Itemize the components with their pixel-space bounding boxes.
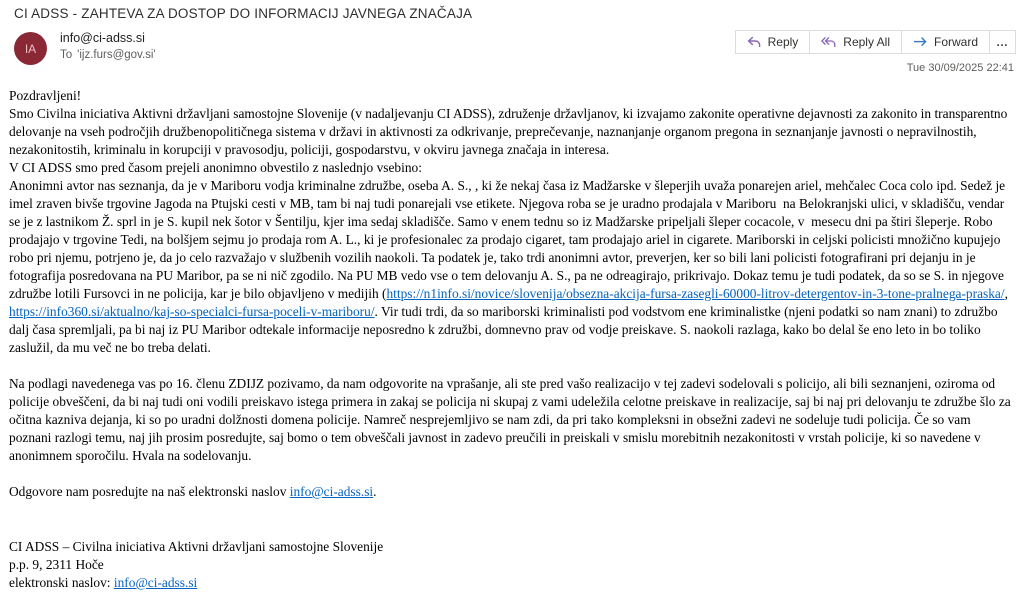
sender-address[interactable]: info@ci-adss.si [60, 31, 145, 45]
hyperlink[interactable]: info@ci-adss.si [289, 484, 374, 499]
message-actions [735, 30, 1016, 54]
body-paragraph: CI ADSS – Civilna iniciativa Aktivni državljani samostojne Slovenije [9, 539, 384, 554]
body-paragraph: V CI ADSS smo pred časom prejeli anonimno obvestilo z naslednjo vsebino: [9, 160, 422, 175]
sender-avatar[interactable] [14, 32, 47, 65]
avatar-initials: IA [24, 41, 37, 56]
forward-label: Forward [933, 35, 978, 49]
reply-all-button[interactable] [809, 30, 902, 54]
body-paragraph: Anonimni avtor nas seznanja, da je v Mariboru vodja kriminalne združbe, oseba A. S., , ki že nekaj časa iz Madžarske v šleperjih uvaža ponarejen ariel, mehčalec Coca colo ipd. Sedež je imel zraven bivše trgovine Jagoda na Ptujski cesti v MB, tam bi naj tudi ponarejali vse etikete. Njegova roba se je uradno prodajala v Mariboru na Belokranjski ulici, v skladišču, vendar se je z lastnikom Ž. sprl in je S. kupil nek šotor v Šentilju, kjer ima sedaj skladišče. Samo v enem tednu so iz Madžarske pripeljali šleper cocacole, v mesecu dni pa štiri šleperje. Robo prodajajo v trgovine Tedi, na bolšjem sejmu jo prodaja rom A. L., ki je profesionalec za prodajo cigaret, tam prodajajo ariel in cigarete. Mariborski in celjski policisti množično kupujejo robo pri njemu, potrjeno je, da jo celo razvažajo v službenih vozilih naokoli. Ta podatek je, tako trdi anonimni avtor, preverjen, ker so bili lani policisti fotografirani pri dejanju in je fotografija posredovana na PU Maribor, pa se ni nič zgodilo. Na PU MB vedo vse o tem delovanju A. S., pa ne odreagirajo, prikrivajo. Dokaz temu je tudi podatek, da so se S. in njegove združbe lotili Fursovci in ne policija, kar je bilo objavljeno v medijih (https://n1info.si/novice/slovenija/obsezna-akcija-fursa-zasegli-60000-litrov-detergentov-in-3-tone-pralnega-praska/, https://info360.si/aktualno/kaj-so-specialci-fursa-poceli-v-mariboru/. Vir tudi trdi, da so mariborski kriminalisti pod vodstvom ene kriminalistke (njeni podatki so nam znani) to združbo dalj časa spremljali, pa bi naj iz PU Maribor odtekale informacije neposredno k združbi, domnevno prav od vodje preiskave. S. naokoli razlaga, kako bo delal še eno leto in bo toliko zaslužil, da mu več ne bo treba delati. [9, 178, 1012, 355]
message-date: Tue 30/09/2025 22:41 [906, 62, 1014, 74]
forward-icon [913, 36, 927, 48]
body-paragraph: elektronski naslov: info@ci-adss.si [9, 575, 198, 590]
recipient-address[interactable]: 'ijz.furs@gov.si' [77, 49, 156, 61]
reply-icon [747, 36, 761, 48]
reply-button[interactable] [735, 30, 811, 54]
body-paragraph: Na podlagi navedenega vas po 16. členu ZDIJZ pozivamo, da nam odgovorite na vprašanje, ali ste pred vašo realizacijo v tej zadevi sodelovali s policijo, ali bili seznanjeni, oziroma od policije obveščeni, da bi naj tudi oni vodili preiskavo istega primera in zakaj se policija ni skupaj z vami udeležila celotne preiskave in realizacije, saj bi naj pri delovanju te združbe šlo za očitna kazniva dejanja, ki so po uradni dolžnosti domena policije. Namreč nesprejemljivo se nam zdi, da pri tako kompleksni in obsežni zadevi ne sodeluje tudi policija. Če so vam poznani razlogi temu, naj jih prosim posredujte, saj bomo o tem obveščali javnost in zadevo preučili in preiskali v smislu morebitnih nezakonitosti v vrstah policije, ki so navedene v anonimnem sporočilu. Hvala na sodelovanju. [9, 376, 1015, 463]
email-subject: CI ADSS - ZAHTEVA ZA DOSTOP DO INFORMACIJ JAVNEGA ZNAČAJA [14, 6, 473, 21]
email-body [9, 87, 1015, 590]
hyperlink[interactable]: https://n1info.si/novice/slovenija/obsezna-akcija-fursa-zasegli-60000-litrov-detergentov-in-3-tone-pralnega-praska/ [386, 286, 1005, 301]
reply-label: Reply [767, 35, 799, 49]
reply-all-label: Reply All [843, 35, 890, 49]
recipient-line [60, 49, 156, 61]
to-label: To [60, 49, 73, 61]
hyperlink[interactable]: info@ci-adss.si [113, 575, 198, 590]
more-actions-button[interactable] [989, 30, 1016, 54]
hyperlink[interactable]: https://info360.si/aktualno/kaj-so-specialci-fursa-poceli-v-mariboru/ [9, 304, 375, 319]
reply-all-icon [821, 36, 836, 48]
more-icon: … [996, 35, 1009, 49]
body-paragraph: Smo Civilna iniciativa Aktivni državljani samostojne Slovenije (v nadaljevanju CI ADSS), združenje državljanov, ki izvajamo zakonite operativne dejavnosti za zakonito in transparentno delovanje na vseh področjih družbenopolitičnega sistema v državi in aktivnosti za odkrivanje, preprečevanje, naznanjanje organom pregona in seznanjanje javnosti o nepravilnostih, nezakonitostih, kriminalu in korupciji v pravosodju, policiji, gospodarstvu, v okviru javnega značaja in interesa. [9, 106, 1011, 157]
body-paragraph: p.p. 9, 2311 Hoče [9, 557, 104, 572]
body-paragraph: Odgovore nam posredujte na naš elektronski naslov info@ci-adss.si. [9, 484, 377, 499]
body-paragraph: Pozdravljeni! [9, 88, 82, 103]
forward-button[interactable] [901, 30, 990, 54]
